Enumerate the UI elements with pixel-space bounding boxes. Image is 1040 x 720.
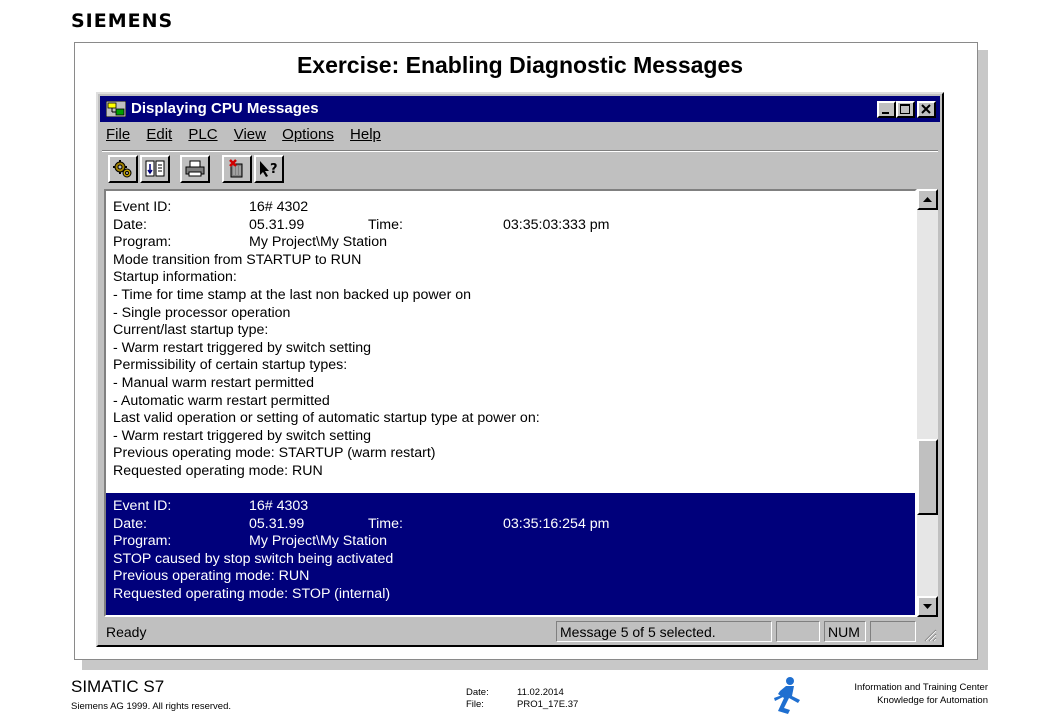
detail-line: Requested operating mode: RUN — [113, 462, 323, 479]
archive-list-icon — [144, 159, 166, 179]
message-list[interactable] — [104, 189, 917, 617]
window-titlebar[interactable] — [100, 96, 940, 122]
footer-date-label: Date: — [466, 687, 489, 698]
arrow-up-icon — [919, 191, 936, 208]
arrow-down-icon — [919, 598, 936, 615]
svg-text:?: ? — [270, 162, 278, 177]
menu-plc-label: PLC — [188, 126, 218, 143]
print-icon — [184, 159, 206, 179]
footer-file — [466, 699, 579, 710]
detail-line: Previous operating mode: RUN — [113, 568, 310, 585]
detail-line: - Manual warm restart permitted — [113, 374, 315, 391]
window-title: Displaying CPU Messages — [131, 100, 319, 117]
menu-options[interactable] — [282, 126, 334, 143]
footer-date-value: 11.02.2014 — [517, 687, 564, 698]
status-num-pane — [824, 621, 866, 642]
detail-line: Requested operating mode: STOP (internal) — [113, 585, 391, 602]
program-value: My Project\My Station — [249, 234, 387, 251]
date-value: 05.31.99 — [249, 515, 305, 532]
close-button[interactable] — [917, 101, 936, 118]
time-value: 03:35:16:254 pm — [503, 515, 610, 532]
status-selection-text: Message 5 of 5 selected. — [560, 624, 716, 640]
detail-line: - Warm restart triggered by switch setting — [113, 339, 372, 356]
print-button[interactable] — [180, 155, 210, 183]
time-value: 03:35:03:333 pm — [503, 216, 610, 233]
delete-archive-button[interactable] — [222, 155, 252, 183]
menu-file[interactable] — [106, 126, 130, 143]
scroll-up-button[interactable] — [917, 189, 938, 210]
resize-grip-icon[interactable] — [923, 628, 937, 642]
menu-plc[interactable] — [188, 126, 217, 143]
detail-line: Current/last startup type: — [113, 322, 269, 339]
event-id-value: 16# 4302 — [249, 199, 309, 215]
event-id-label: Event ID: — [113, 199, 172, 215]
settings-gears-icon — [112, 159, 134, 179]
context-help-icon — [258, 159, 280, 179]
footer-file-value: PRO1_17E.37 — [517, 699, 579, 710]
status-selection-pane — [556, 621, 772, 642]
menu-edit[interactable] — [146, 126, 172, 143]
program-label: Program: — [113, 533, 172, 550]
status-ready: Ready — [106, 624, 147, 640]
siemens-logo-text: SIEMENS — [71, 10, 174, 32]
status-bar — [102, 621, 938, 643]
menu-edit-label: Edit — [146, 126, 173, 143]
footer-file-label: File: — [466, 699, 484, 710]
app-icon — [106, 101, 126, 117]
footer-product: SIMATIC S7 — [71, 677, 165, 696]
training-center-logo-icon — [772, 676, 806, 716]
detail-line: Permissibility of certain startup types: — [113, 357, 348, 374]
detail-line: STOP caused by stop switch being activated — [113, 550, 394, 567]
archive-button[interactable] — [140, 155, 170, 183]
time-label: Time: — [368, 515, 403, 532]
cpu-messages-window — [96, 92, 944, 647]
detail-line: - Single processor operation — [113, 304, 291, 321]
vertical-scrollbar[interactable] — [917, 189, 938, 617]
maximize-button[interactable] — [896, 101, 915, 118]
menu-help-label: Help — [350, 126, 381, 143]
status-empty-pane — [776, 621, 820, 642]
footer-date — [466, 687, 564, 698]
detail-line: - Time for time stamp at the last non backed up power on — [113, 286, 472, 303]
detail-line: - Automatic warm restart permitted — [113, 392, 330, 409]
footer-org-line2: Knowledge for Automation — [877, 695, 988, 706]
date-label: Date: — [113, 216, 147, 233]
menu-view-label: View — [233, 126, 266, 143]
message-entry-4303-selected[interactable] — [106, 493, 915, 617]
detail-line: Previous operating mode: STARTUP (warm restart) — [113, 445, 436, 462]
status-empty-pane-2 — [870, 621, 916, 642]
delete-archive-icon — [226, 159, 248, 179]
menu-view[interactable] — [234, 126, 266, 143]
maximize-icon — [898, 103, 913, 116]
menu-file-label: File — [106, 126, 131, 143]
minimize-icon — [879, 103, 894, 116]
date-label: Date: — [113, 515, 147, 532]
scroll-down-button[interactable] — [917, 596, 938, 617]
menu-separator — [102, 150, 938, 152]
detail-line: Mode transition from STARTUP to RUN — [113, 251, 362, 268]
message-entry-4302[interactable] — [106, 199, 915, 481]
status-num-text: NUM — [828, 624, 860, 640]
event-id-label: Event ID: — [113, 498, 172, 514]
detail-line: - Warm restart triggered by switch setting — [113, 427, 372, 444]
detail-line: Startup information: — [113, 269, 237, 286]
footer-copyright: Siemens AG 1999. All rights reserved. — [71, 701, 231, 712]
minimize-button[interactable] — [877, 101, 896, 118]
menu-options-label: Options — [282, 126, 334, 143]
context-help-button[interactable] — [254, 155, 284, 183]
menu-help[interactable] — [350, 126, 381, 143]
detail-line: Last valid operation or setting of automatic startup type at power on: — [113, 410, 540, 427]
footer-org-line1: Information and Training Center — [854, 682, 988, 693]
settings-button[interactable] — [108, 155, 138, 183]
menu-bar — [106, 126, 393, 148]
date-value: 05.31.99 — [249, 216, 305, 233]
time-label: Time: — [368, 216, 403, 233]
scroll-thumb[interactable] — [917, 439, 938, 515]
close-icon — [919, 103, 934, 116]
program-value: My Project\My Station — [249, 533, 387, 550]
event-id-value: 16# 4303 — [249, 498, 309, 514]
program-label: Program: — [113, 234, 172, 251]
slide-title: Exercise: Enabling Diagnostic Messages — [296, 52, 744, 78]
